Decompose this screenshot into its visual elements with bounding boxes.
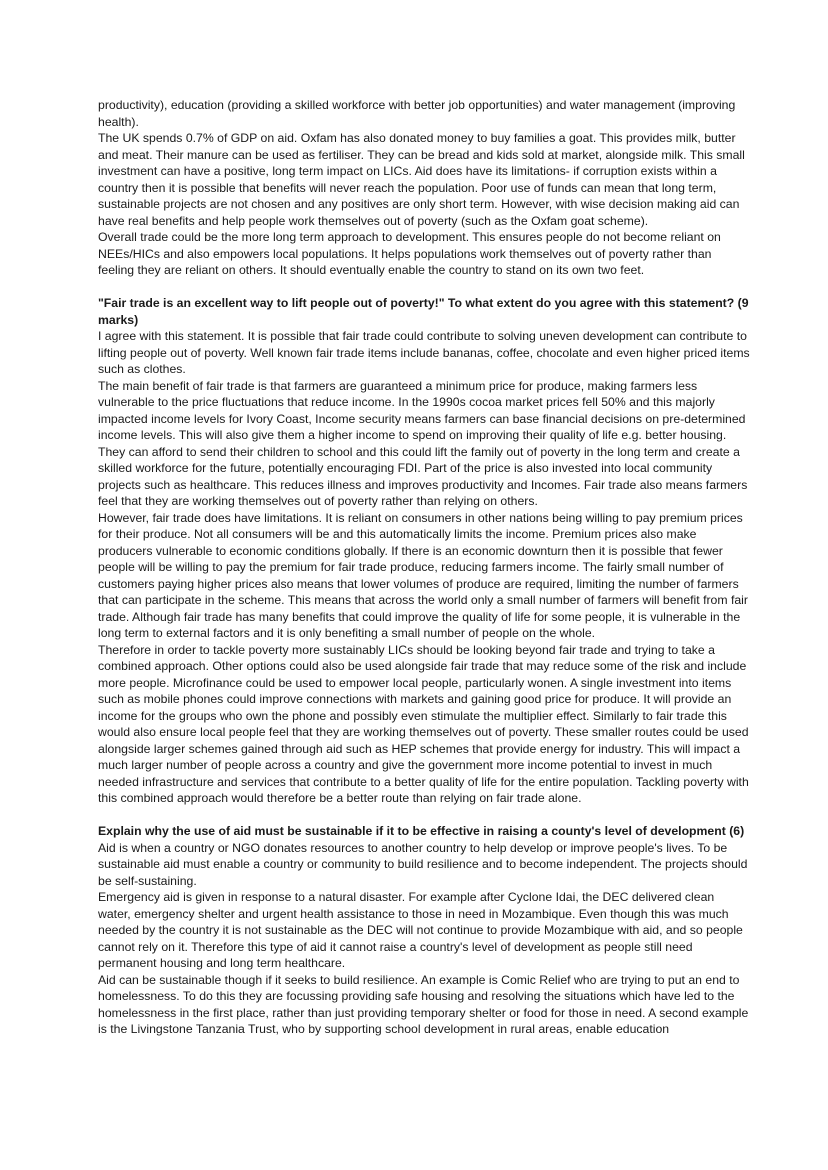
paragraph-fair-trade-benefits: The main benefit of fair trade is that farmers are guaranteed a minimum price for produce, making farmers less vulnerable to the price fluctuations that reduce income. In the 1990s cocoa market prices fell 50% and this majorly impacted income levels for Ivory Coast, Income security means farmers can base financial decisions on pre-determined income levels. This will also give them a higher income to spend on improving their quality of life e.g. better housing. They can afford to send their children to school and this could lift the family out of poverty in the long term and create a skilled workforce for the future, potentially encouraging FDI. Part of the price is also invested into local community projects such as healthcare. This reduces illness and improves productivity and Incomes. Fair trade also means farmers feel that they are working themselves out of poverty rather than relying on others. bbox=[98, 378, 748, 508]
question-fair-trade: "Fair trade is an excellent way to lift people out of poverty!" To what extent do you agree with this statement? (9 marks) bbox=[98, 296, 749, 327]
paragraph-sustainable-aid-examples: Aid can be sustainable though if it seeks to build resilience. An example is Comic Relief who are trying to put an end to homelessness. To do this they are focussing providing safe housing and resolving the situations which have led to the homelessness in the first place, rather than just providing temporary shelter or food for those in need. A second example is the Livingstone Tanzania Trust, who by supporting school development in rural areas, enable education bbox=[98, 972, 749, 1036]
paragraph-combined-approach: Therefore in order to tackle poverty more sustainably LICs should be looking beyond fair trade and trying to take a combined approach. Other options could also be used alongside fair trade that may reduce some of the risk and include more people. Microfinance could be used to empower local people, particularly wonen. A single investment into items such as mobile phones could improve connections with markets and gaining good price for produce. It will provide an income for the groups who own the phone and possibly even stimulate the multiplier effect. Similarly to fair trade this would also ensure local people feel that they are working themselves out of poverty. These smaller routes could be used alongside larger schemes gained through aid such as HEP schemes that provide energy for industry. This will impact a much larger number of people across a country and give the government more income potential to invest in much needed infrastructure and services that contribute to a better quality of life for the entire population. Tackling poverty with this combined approach would therefore be a better route than relying on fair trade alone. bbox=[98, 642, 749, 805]
paragraph-fair-trade-limitations: However, fair trade does have limitations. It is reliant on consumers in other nations being willing to pay premium prices for their produce. Not all consumers will be and this automatically limits the income. Premium prices also make producers vulnerable to economic conditions globally. If there is an economic downturn then it is possible that fewer people will be willing to pay the premium for fair trade produce, reducing farmers income. The fairly small number of customers paying higher prices also means that lower volumes of produce are required, limiting the number of farmers that can participate in the scheme. This means that across the world only a small number of farmers will benefit from fair trade. Although fair trade has many benefits that could improve the quality of life for some people, it is vulnerable in the long term to external factors and it is only benefiting a small number of people on the whole. bbox=[98, 510, 748, 640]
paragraph-trade-conclusion: Overall trade could be the more long term approach to development. This ensures people do not become reliant on NEEs/HICs and also empowers local populations. It helps populations work themselves out of poverty rather than feeling they are reliant on others. It should eventually enable the country to stand on its own two feet. bbox=[98, 230, 721, 277]
paragraph-fair-trade-intro: I agree with this statement. It is possible that fair trade could contribute to solving uneven development can contribute to lifting people out of poverty. Well known fair trade items include bananas, coffee, chocolate and even higher priced items such as clothes. bbox=[98, 329, 750, 376]
paragraph-aid-definition: Aid is when a country or NGO donates resources to another country to help develop or improve people's lives. To be sustainable aid must enable a country or community to build resilience and to become independent. The projects should be self-sustaining. bbox=[98, 840, 748, 888]
question-sustainable-aid: Explain why the use of aid must be sustainable if it to be effective in raising a county's level of development (6) bbox=[98, 824, 745, 838]
paragraph-uk-aid-oxfam: The UK spends 0.7% of GDP on aid. Oxfam has also donated money to buy families a goat. This provides milk, butter and meat. Their manure can be used as fertiliser. They can be bread and kids sold at market, alongside milk. This small investment can have a positive, long term impact on LICs. Aid does have its limitations- if corruption exists within a country then it is possible that benefits will never reach the population. Poor use of funds can mean that long term, sustainable projects are not chosen and any positives are only short term. However, with wise decision making aid can have real benefits and help people work themselves out of poverty (such as the Oxfam goat scheme). bbox=[98, 131, 745, 228]
paragraph-emergency-aid: Emergency aid is given in response to a natural disaster. For example after Cyclone Idai, the DEC delivered clean water, emergency shelter and urgent health assistance to those in need in Mozambique. Even though this was much needed by the country it is not sustainable as the DEC will not continue to provide Mozambique with aid, and so people cannot rely on it. Therefore this type of aid it cannot raise a country's level of development as people still need permanent housing and long term healthcare. bbox=[98, 890, 743, 970]
paragraph-aid-benefits-cont: productivity), education (providing a skilled workforce with better job opportunities) and water management (improving health). bbox=[98, 98, 736, 129]
